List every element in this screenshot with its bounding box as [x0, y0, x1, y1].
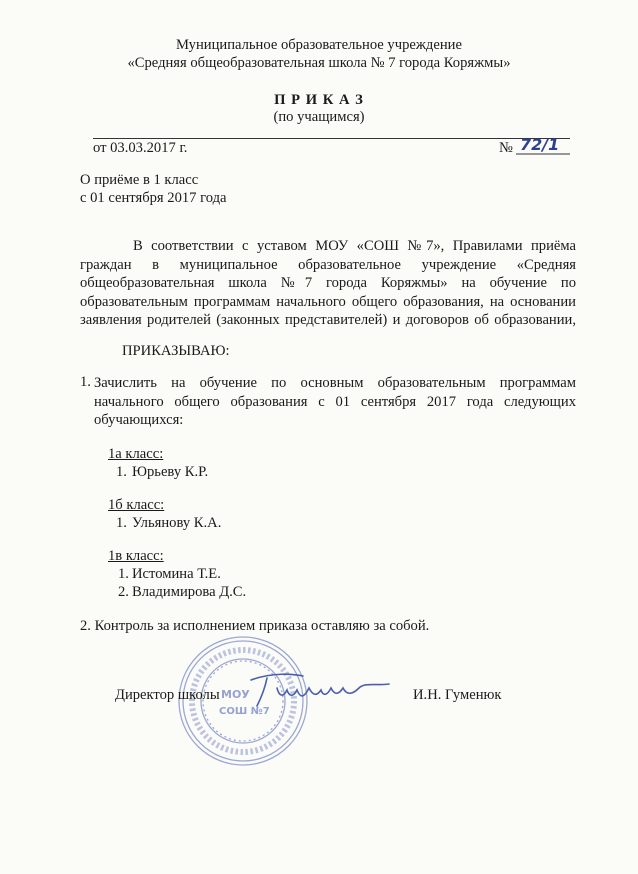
signatory-position: Директор школы [115, 687, 220, 703]
topic-line1: О приёме в 1 класс [80, 172, 199, 188]
preamble [80, 237, 576, 330]
item2-text: 2. Контроль за исполнением приказа оставляю за собой. [80, 618, 430, 634]
item1-line: начального общего образования с 01 сентября 2017 года следующих [94, 393, 576, 410]
signatory-name: И.Н. Гуменюк [413, 687, 502, 703]
preamble-line: В соответствии с уставом МОУ «СОШ №7», Правилами приёма [133, 238, 576, 254]
preamble-line: образовательным программам начального общего образования, на основании [80, 293, 576, 310]
class-1a-heading: 1а класс: [108, 446, 164, 462]
topic-line2: с 01 сентября 2017 года [80, 190, 227, 206]
student-number: 1. [116, 464, 127, 480]
header-rule [93, 138, 570, 139]
student-number: 2. [118, 584, 129, 600]
student-number: 1. [118, 566, 129, 582]
student-name: Юрьеву К.Р. [132, 464, 209, 480]
item1-line: Зачислить на обучение по основным образовательным программам [94, 375, 576, 391]
school-name-line1: Муниципальное образовательное учреждение [176, 37, 462, 53]
order-number-value: 72/1 [520, 135, 560, 154]
item1-number: 1. [80, 374, 91, 390]
stamp-inner-line2: СОШ №7 [219, 706, 270, 717]
student-name: Ульянову К.А. [132, 515, 222, 531]
document-subtitle: (по учащимся) [273, 109, 365, 125]
school-name-line2: «Средняя общеобразовательная школа № 7 города Коряжмы» [127, 55, 511, 71]
item1-line: обучающихся: [94, 412, 184, 429]
class-1v-heading: 1в класс: [108, 548, 164, 564]
order-number-label: № [499, 140, 513, 156]
director-signature [243, 666, 393, 710]
student-number: 1. [116, 515, 127, 531]
order-date: от 03.03.2017 г. [93, 140, 188, 156]
student-name: Владимирова Д.С. [132, 584, 247, 600]
student-name: Истомина Т.Е. [132, 566, 221, 582]
order-number-handwritten [514, 135, 572, 157]
class-1b-heading: 1б класс: [108, 497, 165, 513]
item1-text [94, 374, 576, 430]
document-title: П Р И К А З [274, 92, 364, 108]
preamble-line: граждан в муниципальное образовательное учреждение «Средняя [80, 256, 576, 273]
preamble-line: общеобразовательная школа №7 города Коряжмы» на обучение по [80, 275, 576, 292]
preamble-line: заявления родителей (законных представителей) и договоров об образовании, [80, 312, 576, 329]
decree-word: ПРИКАЗЫВАЮ: [122, 343, 230, 359]
stamp-inner-line1: МОУ [221, 688, 250, 701]
